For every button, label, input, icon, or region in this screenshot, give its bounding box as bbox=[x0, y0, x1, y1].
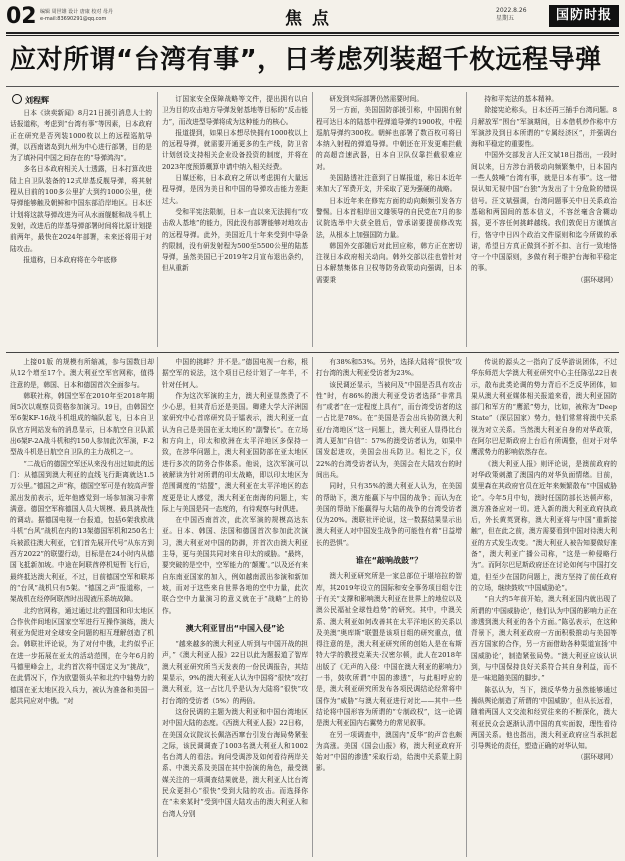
paragraph: “二战后的德国空军还从来没有出过如此的远门：从德国到澳大利亚的直线飞行距离就达1.5万公里。”德国之声“称，德国空军可是有较高声誉派出发前表示，近年他感觉到一场参加演习非常满意。德国空军称德国人员大规模、最具挑战性的调动。据德国电视一台报道，包括6架我欧战斗机“台风”战机在内的13架德国军机和250名士兵被派往澳大利亚，它们首先展开代号“从东方到西方2022”的联盟行动，目标是在24小时内从德国飞抵新加坡。中途在阿联酋停机短暂飞行后，最终抵达澳大利亚，不过，目前德国空军和联邦的“台风”战机只有5架。“德国之声”报道称，一架战机在经停阿联酋时出现液压系统故障。 bbox=[10, 459, 154, 604]
page-header bbox=[0, 0, 625, 34]
weekday-text: 星期五 bbox=[496, 15, 515, 22]
article2-column-2 bbox=[162, 357, 308, 857]
source-credit: （据环球网） bbox=[576, 275, 617, 284]
byline bbox=[12, 94, 49, 106]
author-icon bbox=[12, 94, 22, 104]
paragraph: “自大约5年前开始，澳大利亚国内就出现了所谓的‘中国威胁论’，他们认为中国的影响力正在渗透到澳大利亚的各个方面。”陈弘表示，在这种背景下，澳大利亚政府一方面积极推动与美国等西方国家的合作，另一方面借助各种渠道宣扬‘中国威胁论’，制造紧张局势。“澳大利亚应该认识到，与中国保持良好关系符合其自身利益，而不是一味追随美国的脚步。” bbox=[471, 595, 617, 683]
paragraph: 多名日本政府相关人士透露，日本打算改进陆上自卫队装备的12式岸基反舰导弹，将其射程从目前的100多公里扩大到约1000公里，使导弹能够触及朝鲜和中国东部沿岸地区。日本还计划将这款导弹改进为可从水面舰艇和战斗机上发射，改进后的岸基导弹部署时间将比原计划提前两年，最快在2024年部署，未来还将用于对陆攻击。 bbox=[10, 165, 152, 253]
header-rule bbox=[6, 32, 619, 34]
subheading: 澳大利亚冒出“中国入侵”论 bbox=[185, 623, 285, 633]
paragraph: 上接01版 的规模有所缩减，参与国数目却从12个增至17个。澳大利亚空军官网称，值得注意的是，韩国、日本和德国首次全面参与。 bbox=[10, 358, 154, 389]
paragraph: 在另一项调查中，澳国内“反华”的声音也颇为高涨。美国《国会山报》称，澳大利亚政府开始对“中国的渗透”采取行动，给澳中关系蒙上阴影。 bbox=[316, 730, 462, 773]
paragraph: 这份民调的主题为澳大利亚和中国台湾地区对中国大陆的态度。《西澳大利亚人报》22日称，在美国众议院议长佩洛西窜台引发台海局势紧张之际，该民调调查了1003名澳大利亚人和1002名台湾人的看法。询问受调涉及如何看待两岸关系、中澳关系及美国在其中扮演的角色，最受澳媒关注的一项调查结果就是，澳大利亚人比台湾民众更担心“很快”受到大陆的攻击。而选择你在“未来某时”受到中国大陆攻击的澳大利亚人和台湾人分别 bbox=[162, 707, 308, 818]
paragraph: 传说的源头之一指向了反华游说团体，不过华东师范大学澳大利亚研究中心主任陈弘22日表示，散布此类论调的势力背后不乏反华团体，如果从澳大利亚媒体相关报道来看，澳大利亚国防部门和军方的“鹰派”势力，比如，被称为“Deep State”（深层国家）势力，他们常常将澳中关系视为对立关系。当然澳大利亚自身的对华政策，在阿尔巴尼斯政府上台后有所调整，但对于对华鹰派势力的影响依然存在。 bbox=[471, 358, 617, 457]
paragraph: 持和平宪法的基本精神。 bbox=[484, 95, 558, 103]
headline-rule bbox=[6, 86, 619, 87]
article-column-1 bbox=[10, 108, 152, 346]
article2-column-4 bbox=[471, 357, 617, 857]
email-line: e-mail:83690291@qq.com bbox=[40, 16, 107, 22]
issue-date bbox=[496, 7, 527, 23]
article-column-4 bbox=[471, 94, 617, 346]
paragraph: 作为这次军演的主力，澳大利亚显然费了不少心思，但其背后还是美国。卿建大学大洋洲国家研究中心首席研究员于镭表示，澳大利亚一直认为自己是美国在亚太地区的“副警长”。在立场和方向上，印太和欧洲在太平洋地区多保持一致，在涉华问题上，澳大利亚国防部在亚太地区进行多次的防务合作体系。他说，这次军演可以被解读为针对所谓的印太战略，即以印太地区为范围调度的“结盟”，澳大利亚在太平洋地区的态度更是让人感觉，澳大利亚在南海的问题上，实际上与美国是同一态度的，有待观察与时俱进。 bbox=[162, 391, 308, 513]
paragraph: 《澳大利亚人报》则评论说，是澳前政府的对华政策刺激了澳国内的对华负面情绪。目前，莫里森在其政府官员在近年来频繁散布“中国威胁论”。今年5月中旬，澳时任国防部长达顿声称，澳方准备应对一切。进入新的澳大利亚政府执政后，外长黄英贤称，澳大利亚将与中国“重新接触”，但在此之前，澳方需要看到中国对待澳大利亚的方式发生改变。“澳大利亚人被告知要做好准备”，澳大利亚广播公司称，“这是一种侵略行为”。而阿尔巴尼斯政府还在讨论如何与中国打交道，但至少在国防问题上，澳方坚持了前任政府的立场，继续鼓吹“中国威胁论”。 bbox=[471, 459, 617, 592]
column-divider bbox=[466, 92, 467, 347]
source-credit: （据环球网） bbox=[576, 753, 617, 762]
paragraph: 在中国西南首次，此次军演的规模高达东亚。日本、韩国、法国和德国首次参加此次演习，澳大利亚对中国的防御，并首次由澳大利亚主导，更与美国共同对来自印太的威胁。“最终，要突破的是空中，空军能力的‘颠覆’。”以及还有来自东南亚国家的加入，例如越南派出参演和新加坡，而对于这些来自世界各地的空中力量，此次联合空中力量演习的意义就在于“战略”上的协作。 bbox=[162, 516, 308, 615]
masthead-logo: 国防时报 bbox=[549, 5, 619, 27]
paragraph: 报道称，日本政府将在今年底修 bbox=[23, 255, 118, 264]
article-headline: 应对所谓“台湾有事”，日考虑列装超千枚远程导弹 bbox=[10, 45, 602, 75]
article2-column-1 bbox=[10, 357, 154, 857]
paragraph: 研发到实际部署仍然需要时间。 bbox=[329, 95, 424, 103]
article2-column-3 bbox=[316, 357, 462, 857]
paragraph: 韩国外交部随后对此回应称，韩方正在密切注视日本政府相关动向。韩外交部以往也曾针对日本解禁集体自卫权等防务政策动向强调，日本需要秉 bbox=[316, 241, 462, 284]
paragraph: 北约官网称，通过通过北约盟国和印太地区合作伙伴间地区国家空军进行互操作演练，澳大利亚为促进对全球安全问题的相互理解创造了机会。韩联社评论说，为了对付中俄，北约似乎正在进一步拓展在亚太的活动范围，在今年6月的马德里峰会上，北约首次将中国定义为“挑战”，在此情况下，作为欧盟领头羊和北约中轴势力的德国在亚太地区投入兵力，被认为准备和美国一起共同应对中俄。“对 bbox=[10, 606, 154, 705]
article-column-3 bbox=[316, 94, 462, 346]
column-divider bbox=[157, 357, 158, 857]
paragraph: 日本近年来在修宪方面的动向颇频引发各方警惕。日本首相岸田文雄领导的自民党在7月的参议院选举中大获全胜后，曾承诺要提前修改宪法，从根本上加强国防力量。 bbox=[316, 196, 462, 239]
column-divider bbox=[312, 92, 313, 347]
author-name: 刘程辉 bbox=[25, 96, 49, 105]
paragraph: 日媒还称，日本政府之所以考虑拥有大量远程导弹，是因为美日和中国的导弹攻击能力差距过大。 bbox=[162, 174, 308, 205]
paragraph: 韩联社称，韩国空军在2010年至2018年期间5次以观察员资格参加演习。19日，由韩国空军6架KF-16战斗机组成的编队起飞，日本自卫队官方网站发布的消息显示，日本航空自卫队派出6架F-2A战斗机和约150人参加此次军演，F-2型战斗机是日航空自卫队的主力战机之一。 bbox=[10, 391, 154, 457]
paragraph: 受和平宪法限制，日本一直以来无法拥有“攻击敌人基地”的能力，因此没有部署能够对地攻击的远程导弹。此外，美国近几十年来受到中导条约限制，没有研发射程为500至5500公里的陆基导弹，虽然美国已于2019年2月宣布退出条约，但从重新 bbox=[162, 207, 308, 273]
column-divider bbox=[312, 357, 313, 857]
paragraph: 有38%和53%。另外，选择大陆将“很快”攻打台湾的澳大利亚受访者为23%。 bbox=[316, 358, 462, 378]
paragraph: 日本《读卖新闻》8月21日援引消息人士的话报道称，考虑到“台湾有事”等因素，日本政府正在研究是否列装1000枚以上的远程巡航导弹，以西南诸岛到九州为中心进行部署，目的是为了填补同中国之间存在的“导弹鸿沟”。 bbox=[10, 109, 152, 163]
paragraph: 中国的挑衅？并不是。”德国电视一台称，根据空军的说法，这个项目已经计划了一年半，不针对任何人。 bbox=[162, 358, 308, 389]
section-divider bbox=[6, 352, 619, 353]
paragraph: 美国路透社注意到了日媒报道，称日本近年来加大了军费开支，并采取了更为强硬的战略。 bbox=[316, 174, 462, 194]
paragraph: 中国外交部发言人汪文斌18日指出，一段时间以来，日方涉台消极动向频繁集中，日本国内一些人鼓噪“台湾有事，就是日本有事”。这一错误认知无视中国“台独”为发出了十分危险的错误信号。汪文斌强调，台湾问题事关中日关系政治基础和两国间的基本信义，不容丝毫含含糊动摇，更不容任何挑衅越线。我们敦促日方谨慎言行，恪守中日四个政治文件原则和迄今所做的承诺，希望日方真正做到不折不扣、言行一致地恪守一个中国原则，多做有利于维护台海和平稳定的事。 bbox=[471, 151, 617, 273]
editor-info bbox=[40, 9, 113, 23]
subheading: 谁在“敲响战鼓”？ bbox=[355, 556, 423, 566]
column-divider bbox=[157, 92, 158, 347]
section-title: 焦点 bbox=[285, 9, 339, 29]
paragraph: 另一方面，美国国防部援引称，中国拥有射程可达日本的陆基中程弹道导弹约1900枚，中程巡航导弹约300枚。朝鲜也部署了数百枚可将日本纳入射程的弹道导弹。中朝还在开发更难拦截的高超音速武器，日本自卫队仅靠拦截很难应对。 bbox=[316, 106, 462, 171]
date-text: 2022.8.26 bbox=[496, 7, 527, 14]
paragraph: 陈弘认为，当下，澳反华势力虽然能够通过操纵舆论制造了所谓的‘中国威胁’，但从长远看，随着两国人文交流和经贸往来的不断深化，澳大利亚民众会逐渐认清中国的真实面貌，理性看待两国关系。他也指出，澳大利亚政府应当承担起引导舆论的责任，塑造正确的对华认知。 bbox=[471, 685, 617, 751]
page-number: 02 bbox=[6, 4, 37, 29]
paragraph: 除接宪论称头，日本还再三插手台湾问题。8月解放军“围台”军演期间，日本借机炒作称中方军演涉及到日本所谓的“专属经济区”，并强调台海和平稳定的重要性。 bbox=[471, 106, 617, 149]
article-column-2 bbox=[162, 94, 308, 346]
editor-line: 编辑 周世雄 设计 唐康 校对 母丹 bbox=[40, 9, 113, 15]
paragraph: 澳大利亚研究所是一家总部位于堪培拉的智库，其2019年设立的国际和安全事务项目组专注于有关“支撑和影响澳大利亚在世界上的地位以及澳公民福祉全球性趋势”的研究。其中，中澳关系、澳大利亚如何改善其在太平洋地区的关系以及美澳“奥库斯”联盟是该项目组的研究重点，值得注意的是，澳大利亚研究所的创始人是在布斯特大学的教授克莱夫·汉密尔顿，此人在2018年出版了《无声的入侵：中国在澳大利亚的影响力》一书，鼓吹所谓“中国的渗透”，与此相呼应的是，澳大利亚研究所发布各项民调结论经常将中国作为“威胁”与澳大利亚进行对比——其中一些结论将中国形容为所谓的“专制政权”，这一论调是澳大利亚国内右翼势力的常见叙事。 bbox=[316, 572, 462, 728]
header-rule-thin bbox=[6, 35, 619, 36]
paragraph: 同时，只有35%的澳大利亚人认为，在美国的帮助下，澳方能赢下与中国的战争；而认为在美国的帮助下能赢得与大陆的战争的台湾受访者仅为20%。澳联社评论说，这一数据结果显示出澳大利亚人对中国发生战争的可能性有着“日益增长的恐惧”。 bbox=[316, 482, 462, 547]
paragraph: 报道提到，如果日本想尽快拥有1000枚以上的远程导弹，就需要开通更多的生产线，防卫省计划创设支持相关企业设备投资的制度，并将在2023年度预算概算申请中纳入相关经费。 bbox=[162, 128, 308, 171]
paragraph: 该民调还显示，当被问及“中国是否具有攻击性”时，有86%的澳大利亚受访者选择“非常具有”或者“在一定程度上具有”，而台湾受访者的这一占比是78%。在“美国是否会出兵协防澳大利亚/台湾地区”这一问题上，澳大利亚人显得比台湾人更加“自信”：57%的澳受访者认为，如果中国发起进攻，美国会出兵防卫。相比之下，仅22%的台湾受访者认为，美国会在大陆攻台的时间出兵。 bbox=[316, 380, 462, 479]
paragraph: 订国家安全保障战略等文件，提出拥有以自卫为目的攻击地方导弹发射基地等目标的“反击能力”，而改进型导弹将成为这种能力的核心。 bbox=[162, 95, 308, 126]
column-divider bbox=[466, 357, 467, 857]
paragraph: “越来越多的澳大利亚人听到与中国开战的担声，”《澳大利亚人报》22日以此为题报道了智库澳大利亚研究所当天发表的一份民调报告，其结果显示，9%的澳大利亚人认为中国将“很快”攻打澳大利亚，这一占比几乎是认为大陆将“很快”攻打台湾的受访者（5%）的两倍。 bbox=[162, 640, 308, 705]
